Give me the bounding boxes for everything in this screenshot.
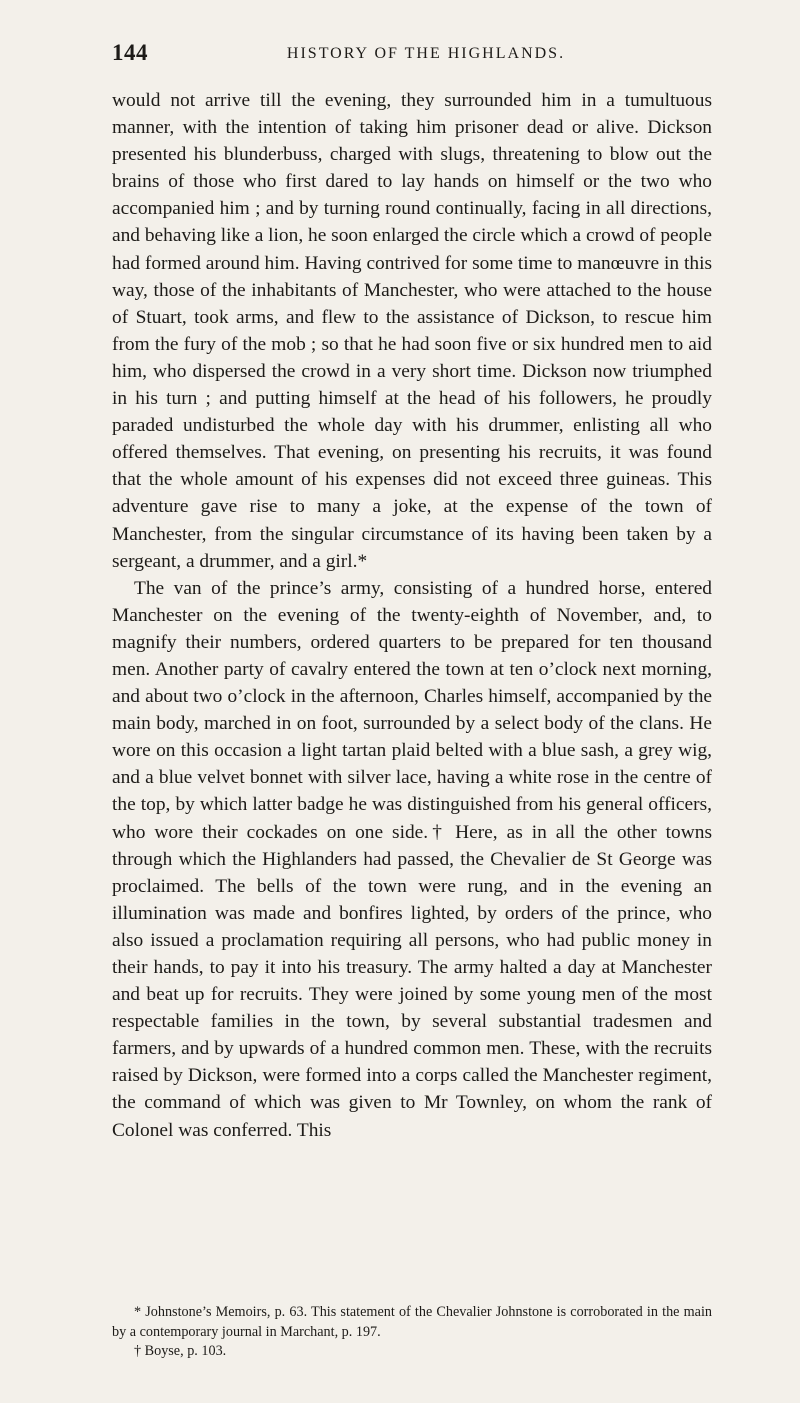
page-number: 144	[112, 40, 148, 65]
footnote: † Boyse, p. 103.	[134, 1343, 227, 1359]
running-head: HISTORY OF THE HIGHLANDS.	[286, 45, 566, 62]
body-text	[112, 87, 712, 1144]
paragraph: The van of the prince’s army, consisting of a hundred horse, entered Manchester on the evening of the twenty-eighth of November, and, to magnify their numbers, ordered quarters to be prepared for ten thousand men. Another party of cavalry entered the town at ten o’clock next morning, and about two o’clock in the afternoon, Charles himself, accompanied by the main body, marched in on foot, surrounded by a select body of the clans. He wore on this occasion a light tartan plaid belted with a blue sash, a grey wig, and a blue velvet bonnet with silver lace, having a white rose in the centre of the top, by which latter badge he was distinguished from his general officers, who wore their cockades on one side.† Here, as in all the other towns through which the Highlanders had passed, the Chevalier de St George was proclaimed. The bells of the town were rung, and in the evening an illumination was made and bonfires lighted, by orders of the prince, who also issued a proclamation requiring all persons, who had public money in their hands, to pay it into his treasury. The army halted a day at Manchester and beat up for recruits. They were joined by some young men of the most respectable families in the town, by several substantial tradesmen and farmers, and by upwards of a hundred common men. These, with the recruits raised by Dickson, were formed into a corps called the Manchester regiment, the command of which was given to Mr Townley, on whom the rank of Colonel was conferred. This	[112, 577, 712, 1141]
page-header	[112, 40, 710, 70]
footnote: * Johnstone’s Memoirs, p. 63. This statement of the Chevalier Johnstone is corroborated in the main by a contemporary journal in Marchant, p. 197.	[112, 1304, 712, 1340]
footnotes	[112, 1303, 712, 1362]
paragraph: would not arrive till the evening, they surrounded him in a tumultuous manner, with the intention of taking him prisoner dead or alive. Dickson presented his blunderbuss, charged with slugs, threatening to blow out the brains of those who first dared to lay hands on himself or the two who accompanied him ; and by turning round continually, facing in all directions, and behaving like a lion, he soon enlarged the circle which a crowd of people had formed around him. Having contrived for some time to manœuvre in this way, those of the inhabitants of Manchester, who were attached to the house of Stuart, took arms, and flew to the assistance of Dickson, to rescue him from the fury of the mob ; so that he had soon five or six hundred men to aid him, who dispersed the crowd in a very short time. Dickson now triumphed in his turn ; and putting himself at the head of his followers, he proudly paraded undisturbed the whole day with his drummer, enlisting all who offered themselves. That evening, on presenting his recruits, it was found that the whole amount of his expenses did not exceed three guineas. This adventure gave rise to many a joke, at the expense of the town of Manchester, from the singular circumstance of its having been taken by a sergeant, a drummer, and a girl.*	[112, 90, 713, 572]
